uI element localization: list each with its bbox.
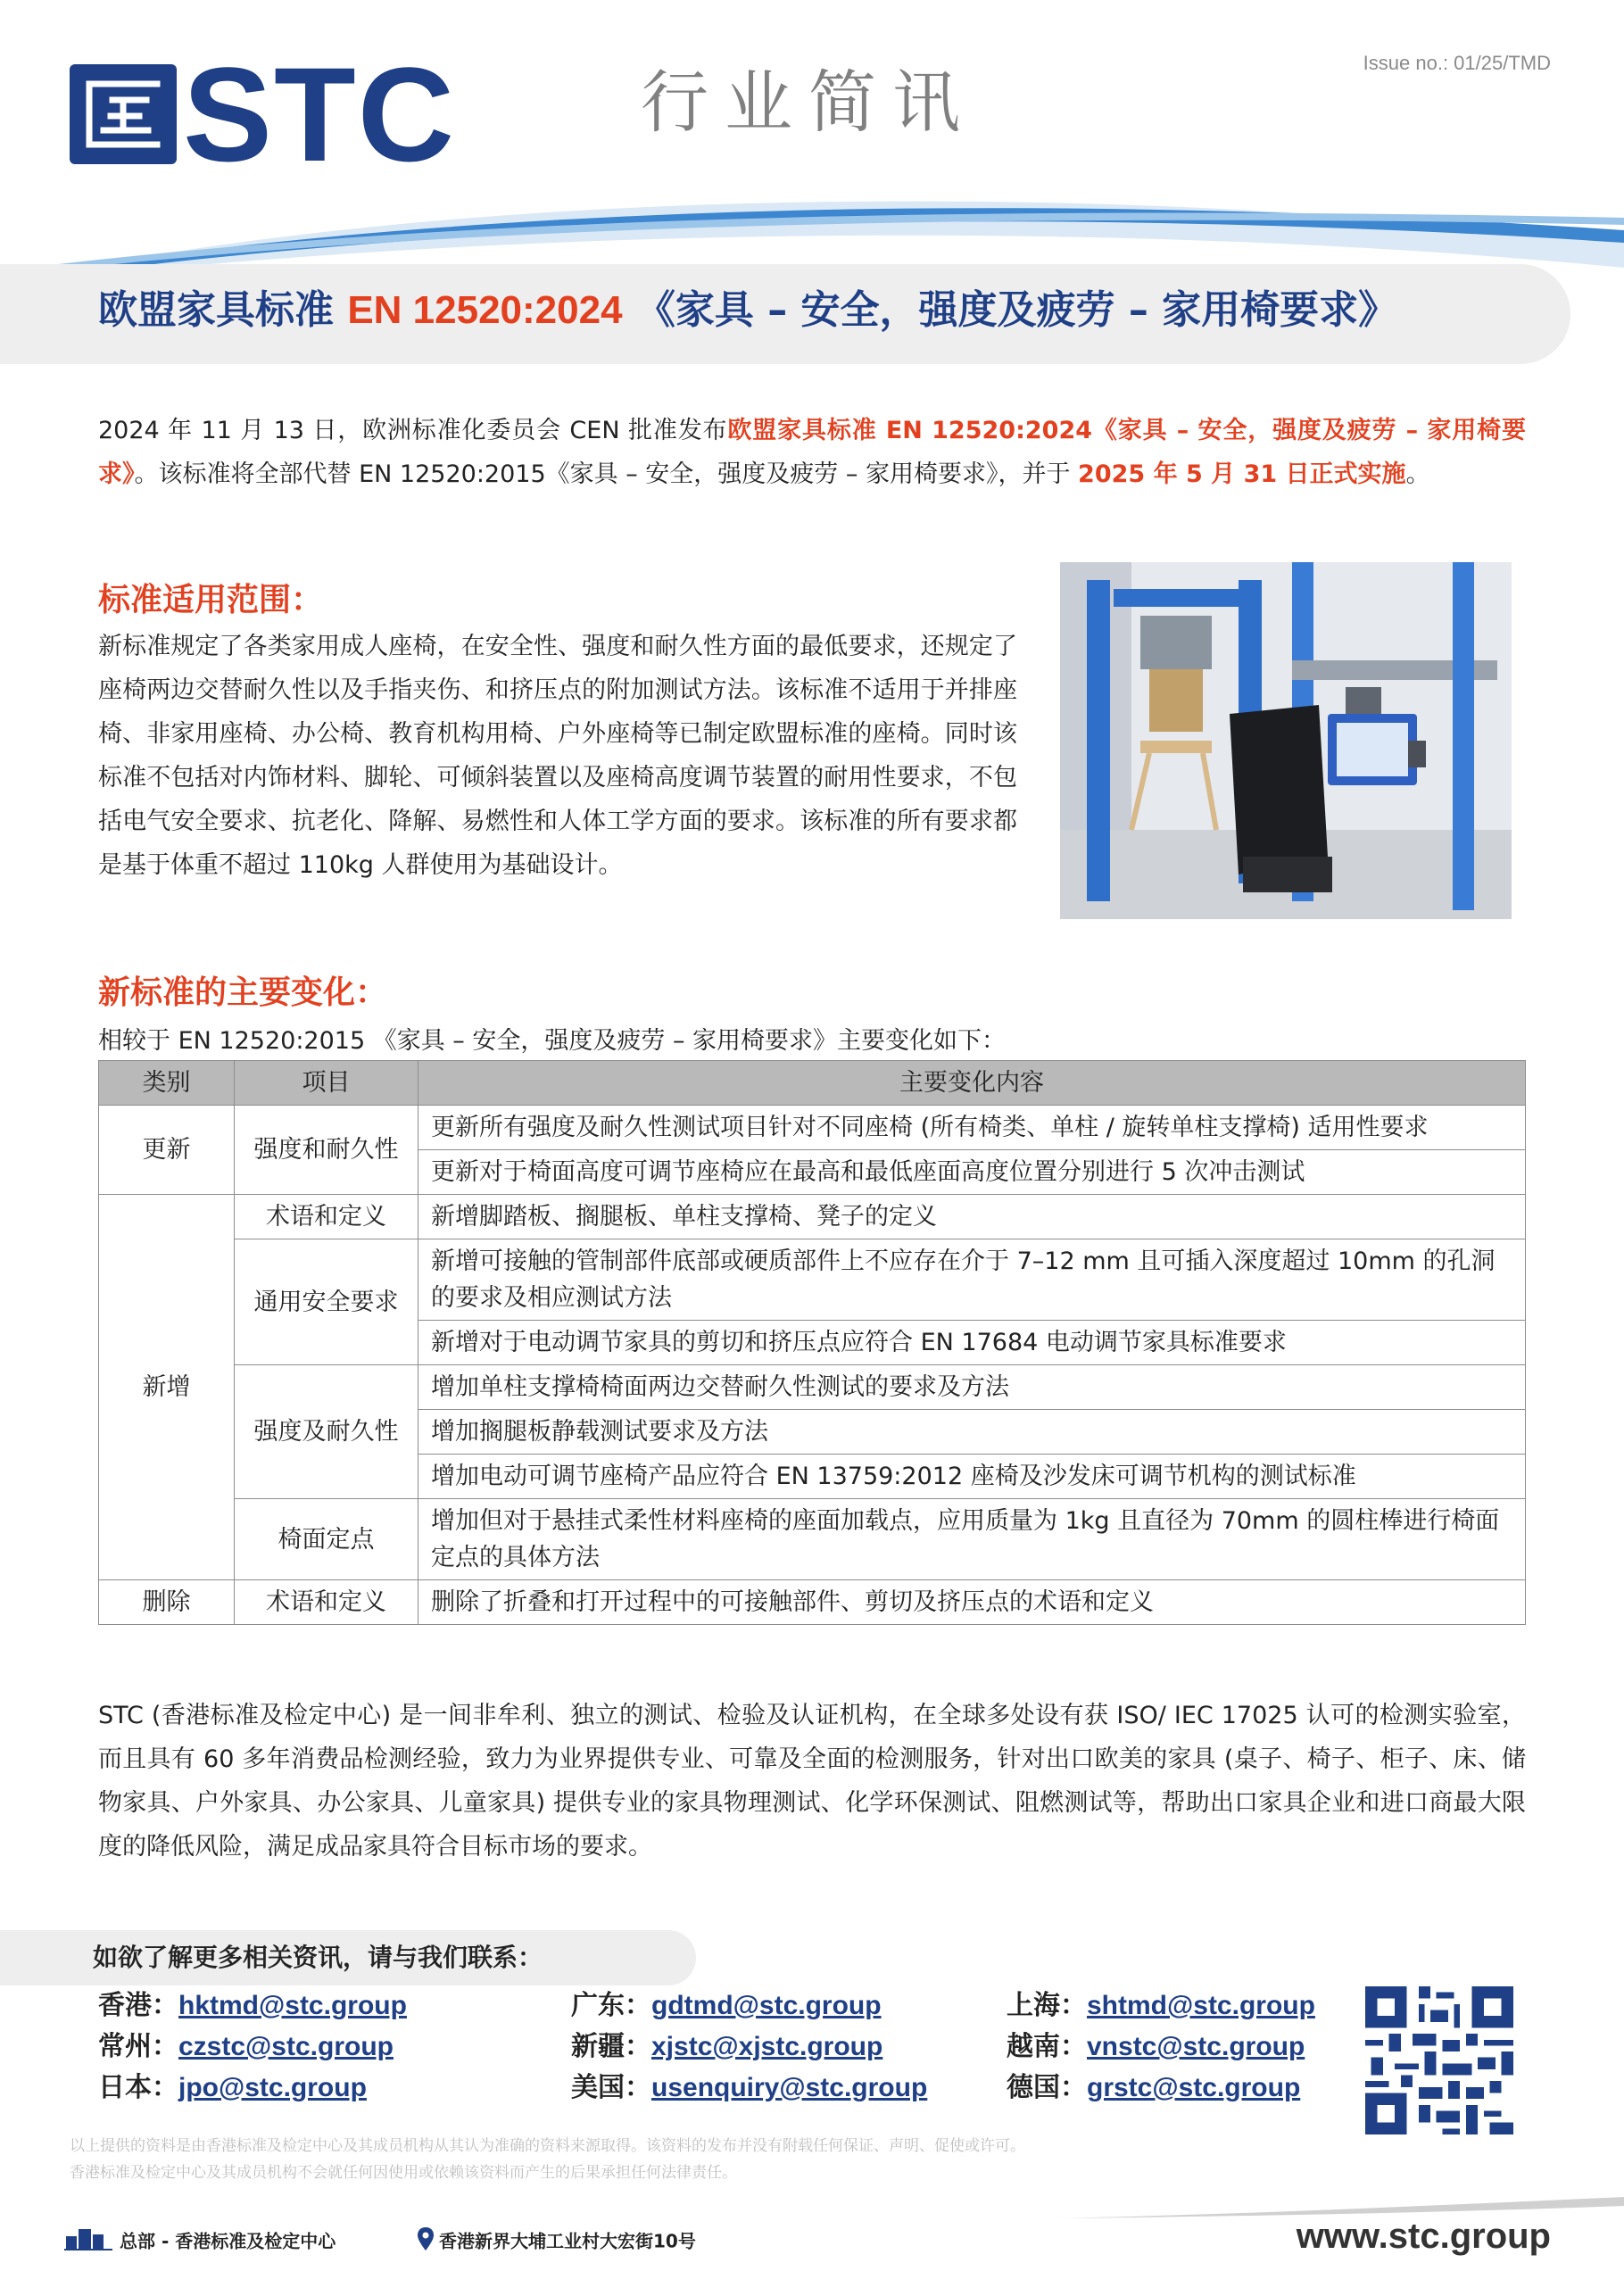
qr-code-icon[interactable] — [1365, 1986, 1513, 2134]
email-link-us[interactable]: usenquiry@stc.group — [651, 2073, 928, 2102]
category-cell: 新增 — [99, 1195, 235, 1580]
contact-xj — [571, 2027, 882, 2067]
building-icon — [64, 2227, 112, 2258]
item-cell: 术语和定义 — [235, 1580, 418, 1625]
intro-standard-name: 欧盟家具标准 EN 12520:2024《家具 – 安全，强度及疲劳 – 家用椅要求》 — [98, 417, 1526, 488]
item-cell: 通用安全要求 — [235, 1239, 418, 1365]
title-standard-code: EN 12520:2024 — [347, 288, 623, 332]
title-part1: 欧盟家具标准 — [98, 287, 348, 333]
item-cell: 强度和耐久性 — [235, 1106, 418, 1195]
title-part3: 《家具 – 安全，强度及疲劳 – 家用椅要求》 — [622, 287, 1398, 333]
table-row — [99, 1195, 1526, 1239]
scope-heading: 标准适用范围： — [98, 582, 324, 618]
contact-gd — [571, 1986, 882, 2026]
contact-jp — [98, 2068, 367, 2108]
footer-address — [418, 2227, 696, 2258]
changes-table — [98, 1060, 1526, 1625]
contact-label: 德国： — [1007, 2072, 1087, 2103]
table-row — [99, 1365, 1526, 1410]
contact-label: 上海： — [1007, 1990, 1087, 2021]
content-cell: 新增脚踏板、搁腿板、单柱支撑椅、凳子的定义 — [418, 1195, 1526, 1239]
issue-number: Issue no.: 01/25/TMD — [1363, 52, 1551, 74]
email-link-sh[interactable]: shtmd@stc.group — [1087, 1991, 1315, 2020]
category-cell: 删除 — [99, 1580, 235, 1625]
footer-hq — [64, 2227, 336, 2258]
email-link-vn[interactable]: vnstc@stc.group — [1087, 2032, 1305, 2061]
contact-cz — [98, 2027, 394, 2067]
email-link-de[interactable]: grstc@stc.group — [1087, 2073, 1301, 2102]
content-cell: 删除了折叠和打开过程中的可接触部件、剪切及挤压点的术语和定义 — [418, 1580, 1526, 1625]
intro-seg1: 2024 年 11 月 13 日，欧洲标准化委员会 CEN 批准发布 — [98, 417, 728, 444]
item-cell: 强度及耐久性 — [235, 1365, 418, 1499]
content-cell: 新增对于电动调节家具的剪切和挤压点应符合 EN 17684 电动调节家具标准要求 — [418, 1321, 1526, 1365]
email-link-hk[interactable]: hktmd@stc.group — [178, 1991, 407, 2020]
contact-hk — [98, 1986, 407, 2026]
table-row — [99, 1239, 1526, 1321]
header-item: 项目 — [235, 1061, 418, 1106]
content-cell: 更新所有强度及耐久性测试项目针对不同座椅 (所有椅类、单柱 / 旋转单柱支撑椅) 适用性要求 — [418, 1106, 1526, 1150]
header-content: 主要变化内容 — [418, 1061, 1526, 1106]
website-link[interactable]: www.stc.group — [1296, 2217, 1551, 2256]
content-cell: 新增可接触的管制部件底部或硬质部件上不应存在介于 7–12 mm 且可插入深度超过 10mm 的孔洞的要求及相应测试方法 — [418, 1239, 1526, 1321]
email-link-cz[interactable]: czstc@stc.group — [178, 2032, 394, 2061]
content-cell: 增加搁腿板静载测试要求及方法 — [418, 1410, 1526, 1455]
contact-title: 如欲了解更多相关资讯，请与我们联系： — [93, 1943, 543, 1972]
item-cell: 椅面定点 — [235, 1499, 418, 1580]
contact-sh — [1007, 1986, 1315, 2026]
item-cell: 术语和定义 — [235, 1195, 418, 1239]
header-category: 类别 — [99, 1061, 235, 1106]
logo-text: STC — [183, 39, 456, 189]
content-cell: 更新对于椅面高度可调节座椅应在最高和最低座面高度位置分别进行 5 次冲击测试 — [418, 1150, 1526, 1195]
email-link-xj[interactable]: xjstc@xjstc.group — [651, 2032, 883, 2061]
contact-label: 越南： — [1007, 2031, 1087, 2062]
category-cell: 更新 — [99, 1106, 235, 1195]
content-cell: 增加单柱支撑椅椅面两边交替耐久性测试的要求及方法 — [418, 1365, 1526, 1410]
email-link-jp[interactable]: jpo@stc.group — [178, 2073, 367, 2102]
about-paragraph: STC (香港标准及检定中心) 是一间非牟利、独立的测试、检验及认证机构，在全球多处设有获 ISO/ IEC 17025 认可的检测实验室，而且具有 60 多年消费品检测经验，致力为业界提供专业、可靠及全面的检测服务，针对出口欧美的家具 (桌子、椅子、柜子、床、储物家具、户外家具、办公家具、儿童家具) 提供专业的家具物理测试、化学环保测试、阻燃测试等，帮助出口家具企业和进口商最大限度的降低风险，满足成品家具符合目标市场的要求。 — [98, 1702, 1526, 1861]
table-row — [99, 1499, 1526, 1580]
footer-hq-text: 总部 - 香港标准及检定中心 — [120, 2230, 336, 2252]
table-header-row — [99, 1061, 1526, 1106]
contact-label: 香港： — [98, 1990, 178, 2021]
disclaimer-line: 香港标准及检定中心及其成员机构不会就任何因使用或依赖该资料而产生的后果承担任何法律责任。 — [70, 2164, 737, 2182]
page-title — [98, 284, 1397, 337]
location-pin-icon — [418, 2227, 434, 2258]
stc-logo-icon — [70, 64, 177, 164]
contact-de — [1007, 2068, 1300, 2108]
content-cell: 增加电动可调节座椅产品应符合 EN 13759:2012 座椅及沙发床可调节机构的测试标准 — [418, 1455, 1526, 1499]
footer-address-text: 香港新界大埔工业村大宏街10号 — [439, 2230, 696, 2252]
newsletter-title: 行业简讯 — [641, 62, 976, 142]
contact-label: 美国： — [571, 2072, 651, 2103]
table-row — [99, 1106, 1526, 1150]
email-link-gd[interactable]: gdtmd@stc.group — [651, 1991, 882, 2020]
footer-accent-line — [1053, 2197, 1624, 2218]
intro-seg3: 。该标准将全部代替 EN 12520:2015《家具 – 安全，强度及疲劳 – 家用椅要求》，并于 — [134, 460, 1079, 488]
table-row — [99, 1580, 1526, 1625]
contact-us — [571, 2068, 927, 2108]
disclaimer-line: 以上提供的资料是由香港标准及检定中心及其成员机构从其认为准确的资料来源取得。该资料的发布并没有附载任何保证、声明、促使或许可。 — [70, 2137, 1025, 2155]
contact-label: 新疆： — [571, 2031, 651, 2062]
intro-paragraph — [98, 409, 1526, 496]
intro-seg5: 。 — [1405, 460, 1430, 488]
contact-label: 常州： — [98, 2031, 178, 2062]
disclaimer — [70, 2133, 1025, 2186]
content-cell: 增加但对于悬挂式柔性材料座椅的座面加载点，应用质量为 1kg 且直径为 70mm 的圆柱棒进行椅面定点的具体方法 — [418, 1499, 1526, 1580]
chair-test-photo — [1060, 562, 1512, 919]
intro-effective-date: 2025 年 5 月 31 日正式实施 — [1078, 460, 1406, 488]
changes-intro: 相较于 EN 12520:2015 《家具 – 安全，强度及疲劳 – 家用椅要求》主要变化如下： — [98, 1027, 1007, 1055]
changes-heading: 新标准的主要变化： — [98, 974, 388, 1011]
scope-text: 新标准规定了各类家用成人座椅，在安全性、强度和耐久性方面的最低要求，还规定了座椅两边交替耐久性以及手指夹伤、和挤压点的附加测试方法。该标准不适用于并排座椅、非家用座椅、办公椅、教育机构用椅、户外座椅等已制定欧盟标准的座椅。同时该标准不包括对内饰材料、脚轮、可倾斜装置以及座椅高度调节装置的耐用性要求，不包括电气安全要求、抗老化、降解、易燃性和人体工学方面的要求。该标准的所有要求都是基于体重不超过 110kg 人群使用为基础设计。 — [98, 633, 1017, 879]
contact-vn — [1007, 2027, 1305, 2067]
contact-label: 广东： — [571, 1990, 651, 2021]
contact-label: 日本： — [98, 2072, 178, 2103]
